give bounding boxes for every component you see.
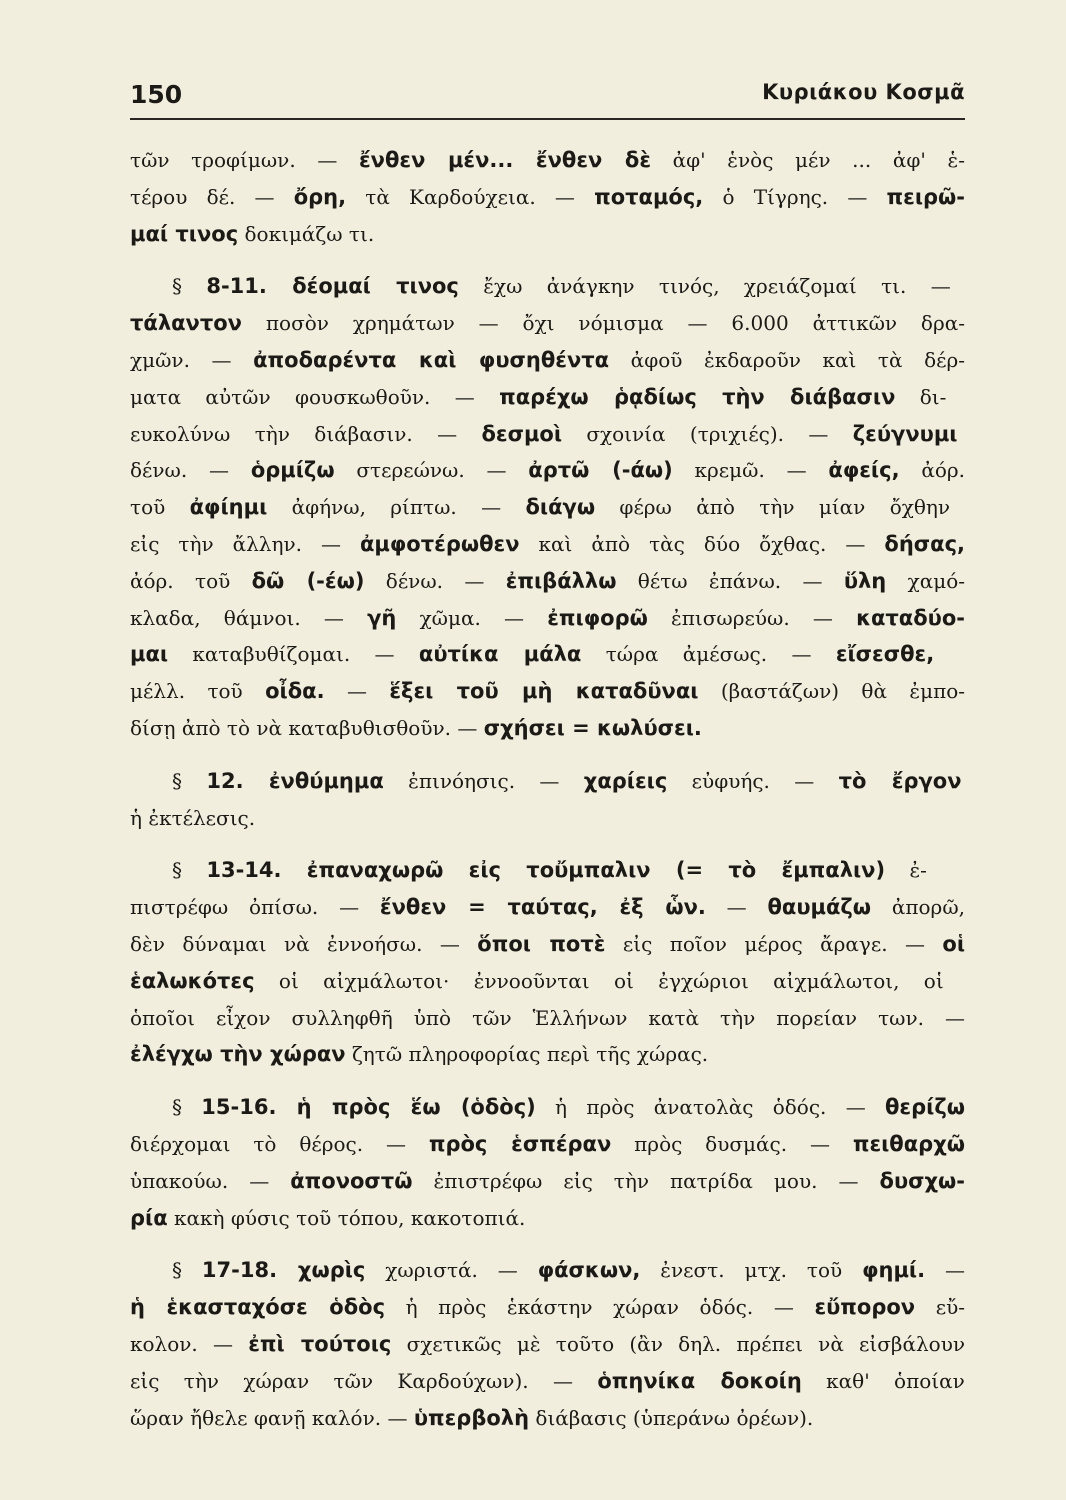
text-line: μέλλ. τοῦ οἶδα. — ἕξει τοῦ μὴ καταδῦναι (βαστάζων) θὰ ἐμπο- <box>130 679 966 704</box>
paragraph-gap <box>130 1073 965 1089</box>
paragraph <box>130 268 965 746</box>
paragraph <box>130 852 965 1073</box>
text-line: κολον. — ἐπὶ τούτοις σχετικῶς μὲ τοῦτο (ἂν δηλ. πρέπει νὰ εἰσβάλουν <box>130 1331 966 1356</box>
page-number: 150 <box>130 80 183 109</box>
text-line: κλαδα, θάμνοι. — γῆ χῶμα. — ἐπιφορῶ ἐπισωρεύω. — καταδύο- <box>130 605 965 630</box>
text-line: ἀόρ. τοῦ δῶ (-έω) δένω. — ἐπιβάλλω θέτω ἐπάνω. — ὕλη χαμό- <box>130 568 965 593</box>
text-line: μαι καταβυθίζομαι. — αὐτίκα μάλα τώρα ἀμέσως. — εἴσεσθε, <box>130 642 935 667</box>
running-title: Κυριάκου Κοσμᾶ <box>762 80 965 104</box>
paragraph-gap <box>130 1236 965 1252</box>
text-line: τῶν τροφίμων. — ἔνθεν μέν... ἔνθεν δὲ ἀφ' ἑνὸς μέν ... ἀφ' ἑ- <box>130 148 965 172</box>
text-line: ρία κακὴ φύσις τοῦ τόπου, κακοτοπιά. <box>130 1205 526 1230</box>
paragraph <box>130 763 965 837</box>
paragraph-gap <box>130 252 965 268</box>
text-line: ὥραν ἤθελε φανῇ καλόν. — ὑπερβολὴ διάβασις (ὑπεράνω ὀρέων). <box>130 1405 814 1430</box>
page-header <box>130 80 965 114</box>
text-line: ἡ ἑκασταχόσε ὁδὸς ἡ πρὸς ἑκάστην χώραν ὁδός. — εὔπορον εὔ- <box>130 1295 965 1320</box>
text-line: πιστρέφω ὀπίσω. — ἔνθεν = ταύτας, ἐξ ὧν. — θαυμάζω ἀπορῶ, <box>130 895 965 920</box>
text-line: ὁποῖοι εἶχον συλληφθῆ ὑπὸ τῶν Ἑλλήνων κατὰ τὴν πορείαν των. — <box>130 1005 965 1030</box>
paragraph <box>130 1089 965 1236</box>
text-line: ὑπακούω. — ἀπονοστῶ ἐπιστρέφω εἰς τὴν πατρίδα μου. — δυσχω- <box>130 1168 965 1193</box>
text-line: § 8-11. δέομαί τινος ἔχω ἀνάγκην τινός, χρειάζομαί τι. — <box>172 274 951 299</box>
text-line: εἰς τὴν ἄλλην. — ἀμφοτέρωθεν καὶ ἀπὸ τὰς δύο ὄχθας. — δήσας, <box>130 531 965 556</box>
text-line: τέρου δέ. — ὄρη, τὰ Καρδούχεια. — ποταμός, ὁ Τίγρης. — πειρῶ- <box>130 184 965 209</box>
paragraph <box>130 142 965 252</box>
text-line: διέρχομαι τὸ θέρος. — πρὸς ἑσπέραν πρὸς δυσμάς. — πειθαρχῶ <box>130 1131 965 1156</box>
text-line: ἡ ἐκτέλεσις. <box>130 805 256 830</box>
paragraph-gap <box>130 747 965 763</box>
glossary-text <box>130 142 965 1436</box>
text-line: χμῶν. — ἀποδαρέντα καὶ φυσηθέντα ἀφοῦ ἐκδαροῦν καὶ τὰ δέρ- <box>130 347 965 372</box>
text-line: § 17-18. χωρὶς χωριστά. — φάσκων, ἐνεστ. μτχ. τοῦ φημί. — <box>172 1258 965 1283</box>
text-line: τοῦ ἀφίημι ἀφήνω, ρίπτω. — διάγω φέρω ἀπὸ τὴν μίαν ὄχθην <box>130 495 951 520</box>
text-line: § 12. ἐνθύμημα ἐπινόησις. — χαρίεις εὐφυής. — τὸ ἔργον <box>172 768 962 793</box>
text-line: ἐλέγχω τὴν χώραν ζητῶ πληροφορίας περὶ τῆς χώρας. <box>130 1042 709 1067</box>
paragraph-gap <box>130 836 965 852</box>
text-line: ἑαλωκότες οἱ αἰχμάλωτοι· ἐννοοῦνται οἱ ἐγχώριοι αἰχμάλωτοι, οἱ <box>130 968 944 993</box>
header-rule <box>130 118 965 120</box>
text-line: ευκολύνω τὴν διάβασιν. — δεσμοὶ σχοινία (τριχιές). — ζεύγνυμι <box>130 421 958 446</box>
text-line: δίσῃ ἀπὸ τὸ νὰ καταβυθισθοῦν. — σχήσει = κωλύσει. <box>130 715 702 740</box>
text-line: δὲν δύναμαι νὰ ἐννοήσω. — ὅποι ποτὲ εἰς ποῖον μέρος ἄραγε. — οἱ <box>130 931 966 956</box>
text-line: § 13-14. ἐπαναχωρῶ εἰς τοὔμπαλιν (= τὸ ἔμπαλιν) ἐ- <box>172 858 927 883</box>
text-line: τάλαντον ποσὸν χρημάτων — ὄχι νόμισμα — 6.000 ἀττικῶν δρα- <box>130 311 965 336</box>
text-line: ματα αὐτῶν φουσκωθοῦν. — παρέχω ῥᾳδίως τὴν διάβασιν δι- <box>130 384 947 409</box>
text-line: μαί τινος δοκιμάζω τι. <box>130 221 375 246</box>
text-line: εἰς τὴν χώραν τῶν Καρδούχων). — ὁπηνίκα δοκοίη καθ' ὁποίαν <box>130 1368 965 1393</box>
text-line: § 15-16. ἡ πρὸς ἕω (ὁδὸς) ἡ πρὸς ἀνατολὰς ὁδός. — θερίζω <box>172 1095 965 1120</box>
text-line: δένω. — ὁρμίζω στερεώνω. — ἀρτῶ (-άω) κρεμῶ. — ἀφείς, ἀόρ. <box>130 458 965 483</box>
paragraph <box>130 1252 965 1436</box>
